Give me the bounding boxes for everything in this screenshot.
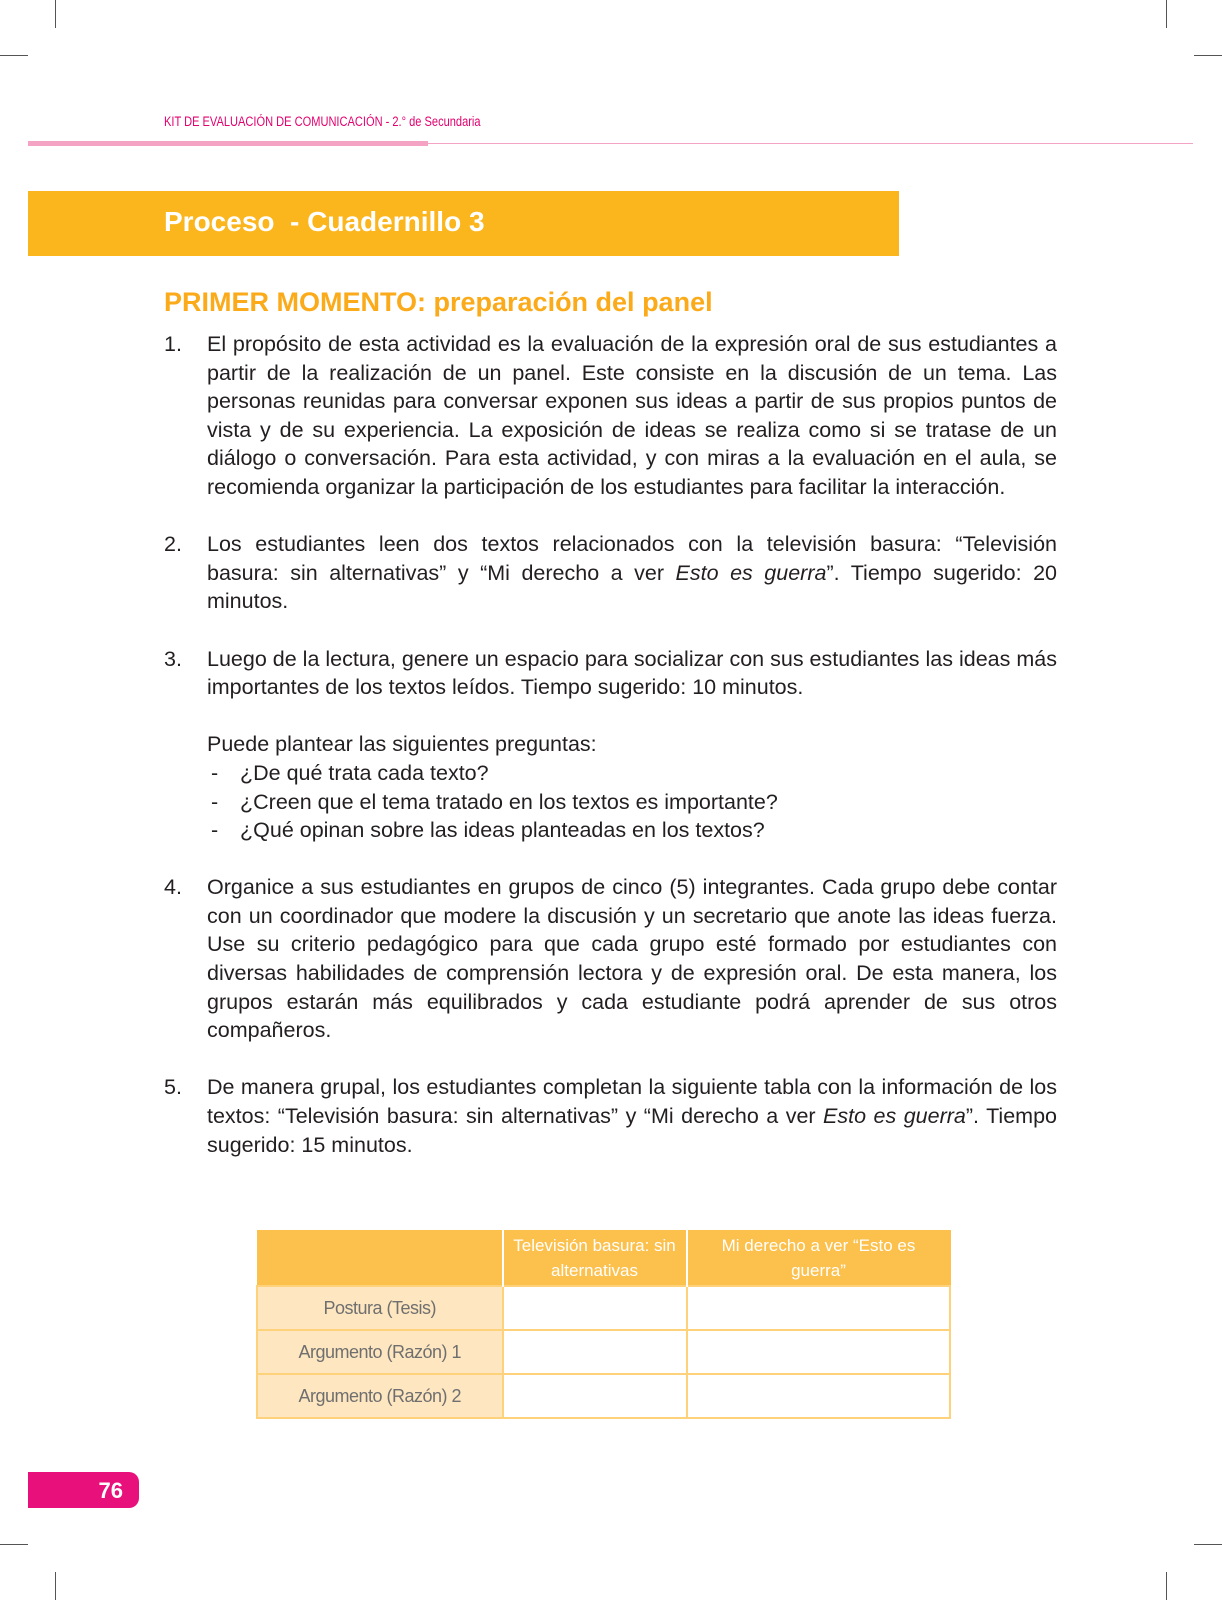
list-item <box>164 330 1057 502</box>
table-row <box>257 1374 950 1418</box>
question-dash: - <box>211 760 219 785</box>
table-cell[interactable] <box>503 1330 687 1374</box>
running-header: KIT DE EVALUACIÓN DE COMUNICACIÓN - 2.° de Secundaria <box>164 114 481 129</box>
table-cell[interactable] <box>687 1330 951 1374</box>
section-heading: PRIMER MOMENTO: preparación del panel <box>164 287 713 317</box>
section-banner <box>28 191 899 256</box>
row-label: Argumento (Razón) 1 <box>257 1330 503 1374</box>
question-dash: - <box>211 818 219 843</box>
question-item <box>207 759 1057 788</box>
question-text: ¿Qué opinan sobre las ideas planteadas en los textos? <box>240 818 765 843</box>
comparison-table <box>256 1230 951 1419</box>
item-text-part: ”. Tiempo sugerido: 20 minutos. <box>207 560 1057 614</box>
crop-mark <box>55 1572 56 1600</box>
comparison-table-wrapper <box>256 1230 951 1419</box>
questions-intro: Puede plantear las siguientes preguntas: <box>207 732 597 757</box>
crop-mark <box>1166 0 1167 28</box>
crop-mark <box>1194 55 1222 56</box>
item-text-italic: Esto es guerra <box>675 560 827 585</box>
list-item <box>164 1073 1057 1159</box>
item-number: 5. <box>164 1075 182 1100</box>
item-text <box>207 1073 1057 1159</box>
table-row <box>257 1330 950 1374</box>
item-text-part: ”. Tiempo sugerido: 15 minutos. <box>207 1104 1057 1157</box>
table-cell[interactable] <box>503 1374 687 1418</box>
item-text: El propósito de esta actividad es la evaluación de la expresión oral de sus estudiantes a partir de la realización de un panel. Este consiste en la discusión de un tema. Las personas reunidas para conversar exponen sus ideas a partir de sus propios puntos de vista y de su experiencia. La exposición de ideas se realiza como si se tratase de un diálogo o conversación. Para esta actividad, y con miras a la evaluación en el aula, se recomienda organizar la participación de los estudiantes para facilitar la interacción. <box>207 332 1057 499</box>
item-text: Luego de la lectura, genere un espacio para socializar con sus estudiantes las ideas más importantes de los textos leídos. Tiempo sugerido: 10 minutos. <box>207 646 1057 700</box>
list-item <box>164 873 1057 1045</box>
table-header-cell: Mi derecho a ver “Esto es guerra” <box>687 1231 951 1287</box>
instructions-list <box>164 330 1057 1188</box>
crop-mark <box>0 1544 28 1545</box>
table-cell[interactable] <box>503 1286 687 1330</box>
item-number: 1. <box>164 332 182 356</box>
page-number-tab <box>28 1472 139 1508</box>
table-header-cell: Televisión basura: sin alternativas <box>503 1231 687 1287</box>
header-rule-accent <box>28 141 428 146</box>
list-item <box>164 530 1057 616</box>
item-text-part: Los estudiantes leen dos textos relacionados con la televisión basura: “Televisión basura: sin alternativas” y “Mi derecho a ver <box>207 532 1057 585</box>
table-cell[interactable] <box>687 1286 951 1330</box>
item-number: 3. <box>164 646 182 671</box>
list-item <box>164 645 1057 845</box>
table-row <box>257 1286 950 1330</box>
table-header-cell <box>257 1231 503 1287</box>
question-item <box>207 816 1057 845</box>
page-number: 76 <box>98 1478 123 1503</box>
item-number: 4. <box>164 875 182 900</box>
banner-title: Proceso - Cuadernillo 3 <box>164 206 485 237</box>
crop-mark <box>55 0 56 28</box>
item-text <box>207 530 1057 616</box>
question-dash: - <box>211 789 219 814</box>
question-text: ¿De qué trata cada texto? <box>240 760 489 785</box>
item-text: Organice a sus estudiantes en grupos de cinco (5) integrantes. Cada grupo debe contar con un coordinador que modere la discusión y un secretario que anote las ideas fuerza. Use su criterio pedagógico para que cada grupo esté formado por estudiantes con diversas habilidades de comprensión lectora y de expresión oral. De esta manera, los grupos estarán más equilibrados y cada estudiante podrá aprender de sus otros compañeros. <box>207 875 1057 1043</box>
item-text-italic: Esto es guerra <box>823 1104 966 1129</box>
question-item <box>207 788 1057 817</box>
crop-mark <box>1194 1544 1222 1545</box>
question-text: ¿Creen que el tema tratado en los textos es importante? <box>240 789 778 814</box>
crop-mark <box>0 55 28 56</box>
item-number: 2. <box>164 532 182 557</box>
row-label: Argumento (Razón) 2 <box>257 1374 503 1418</box>
item-text-part: De manera grupal, los estudiantes completan la siguiente tabla con la información de los textos: “Televisión basura: sin alternativas” y “Mi derecho a ver <box>207 1075 1057 1129</box>
row-label: Postura (Tesis) <box>257 1286 503 1330</box>
crop-mark <box>1166 1572 1167 1600</box>
table-header-row <box>257 1231 950 1287</box>
table-cell[interactable] <box>687 1374 951 1418</box>
